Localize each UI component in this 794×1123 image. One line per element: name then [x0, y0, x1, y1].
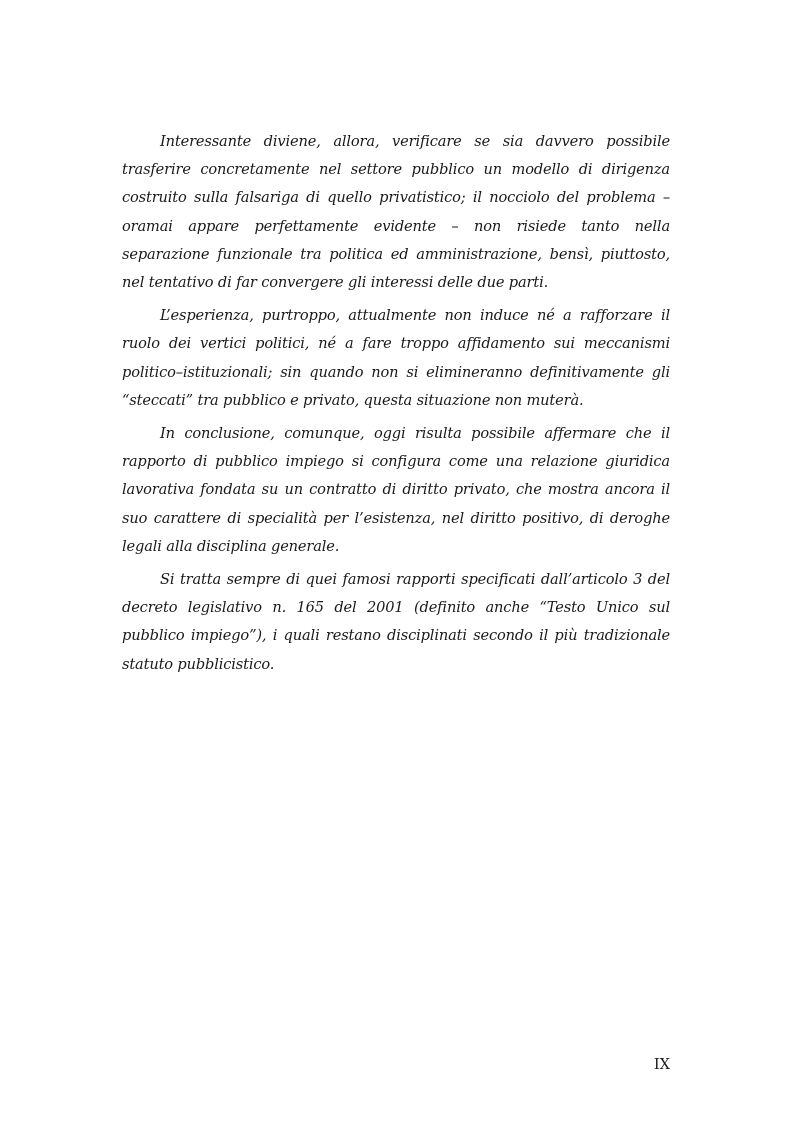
document-body	[122, 128, 670, 684]
paragraph-4: Si tratta sempre di quei famosi rapporti specificati dall’articolo 3 del decreto legislativo n. 165 del 2001 (definito anche “Testo Unico sul pubblico impiego”), i quali restano disciplinati secondo il più tradizionale statuto pubblicistico.	[122, 571, 670, 673]
paragraph-1: Interessante diviene, allora, verificare se sia davvero possibile trasferire concretamente nel settore pubblico un modello di dirigenza costruito sulla falsariga di quello privatistico; il nocciolo del problema – oramai appare perfettamente evidente – non risiede tanto nella separazione funzionale tra politica ed amministrazione, bensì, piuttosto, nel tentativo di far convergere gli interessi delle due parti.	[122, 133, 670, 292]
paragraph-2: L’esperienza, purtroppo, attualmente non induce né a rafforzare il ruolo dei vertici politici, né a fare troppo affidamento sui meccanismi politico–istituzionali; sin quando non si elimineranno definitivamente gli “steccati” tra pubblico e privato, questa situazione non muterà.	[122, 307, 670, 409]
paragraph-3: In conclusione, comunque, oggi risulta possibile affermare che il rapporto di pubblico impiego si configura come una relazione giuridica lavorativa fondata su un contratto di diritto privato, che mostra ancora il suo carattere di specialità per l’esistenza, nel diritto positivo, di deroghe legali alla disciplina generale.	[122, 425, 670, 555]
page-number: IX	[653, 1056, 670, 1073]
